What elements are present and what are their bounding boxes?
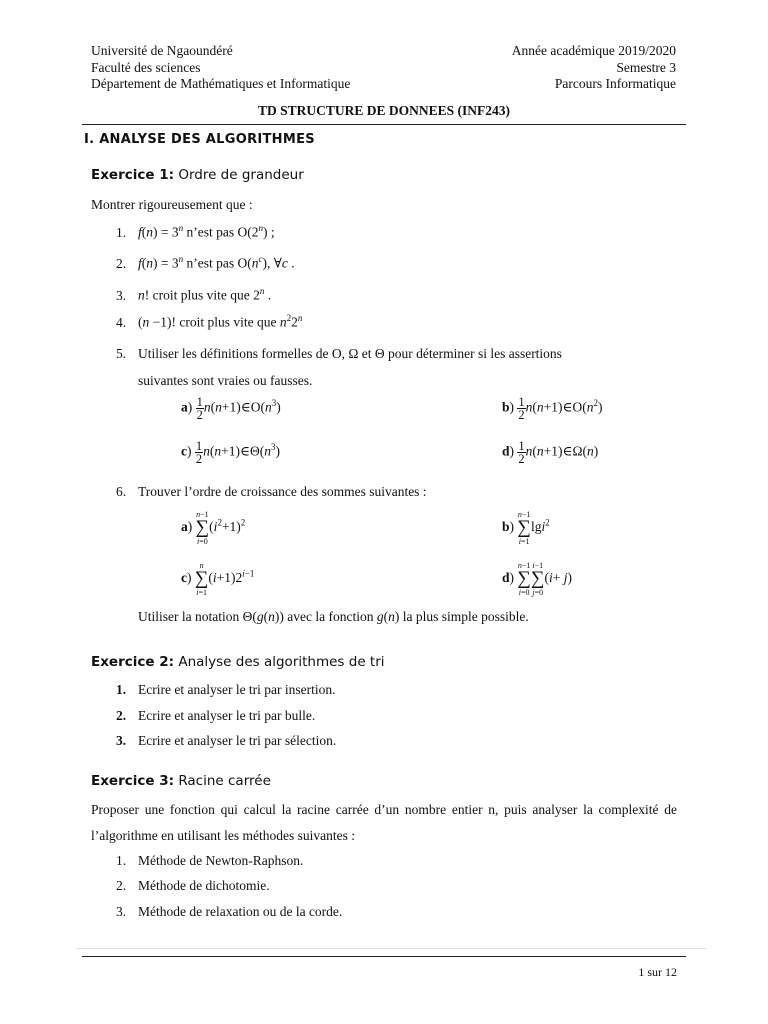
exercise-2-title: Analyse des algorithmes de tri (178, 654, 385, 670)
ex1-item-2: 2. $f(n) = 3^n$ n’est pas $O(n^c)$, ∀c . (116, 254, 295, 271)
exercise-2-label: Exercice 2 (91, 654, 169, 670)
exercise-3-heading: Exercice 3: Racine carrée (91, 773, 271, 789)
university-name: Université de Ngaoundéré (91, 43, 233, 58)
ex1-item-1: 1. $f(n) = 3^n$ n’est pas O(2$^n$) ; (116, 223, 275, 240)
exercise-3-label: Exercice 3 (91, 773, 169, 789)
sum-a: a) n−1 ∑ $i=0(i^2+1)^2$ (181, 510, 246, 546)
semester: Semestre 3 (616, 59, 676, 75)
ex1-item-6: 6. Trouver l’ordre de croissance des sommes suivantes : (116, 484, 427, 499)
exercise-1-intro: Montrer rigoureusement que : (91, 197, 253, 212)
header-left (91, 43, 350, 93)
footer-shadow-line (76, 948, 706, 949)
document-title: TD STRUCTURE DE DONNEES (INF243) (257, 103, 511, 118)
page-number: 1 sur 12 (638, 965, 677, 979)
footer-divider (82, 956, 686, 957)
sum-b: b) n−1 ∑ i=1lgi$^2$ (502, 510, 550, 546)
notation-note: Utiliser la notation Θ(g(n)) avec la fonction g(n) la plus simple possible. (138, 609, 529, 624)
ex1-item-5: 5. Utiliser les définitions formelles de O, Ω et Θ pour déterminer si les assertions suivantes sont vraies ou fausses. (116, 346, 562, 388)
sum-c: c) n ∑ $i=1(i+1)2^{i-1}$ (181, 561, 255, 597)
assertion-d: d) $\frac{1}{2}$ n(n+1)∈Ω(n) (502, 439, 599, 466)
title-divider (82, 124, 686, 125)
ex1-item-3: 3. n! croit plus vite que 2$^n$ . (116, 286, 272, 303)
department-name: Département de Mathématiques et Informatique (91, 76, 351, 91)
ex2-item-1: 1. Ecrire et analyser le tri par insertion. (116, 682, 336, 697)
ex3-item-1: 1. Méthode de Newton-Raphson. (116, 853, 304, 868)
exercise-1-heading: Exercice 1: Ordre de grandeur (91, 167, 304, 183)
academic-year: Année académique 2019/2020 (511, 43, 676, 58)
ex1-item-4: 4. (n −1)! croit plus vite que $n^22^n$ (116, 313, 303, 330)
exercise-3-title: Racine carrée (178, 773, 271, 789)
assertion-a: a) $\frac{1}{2}$ $n(n+1)\in O(n^3)$ (181, 395, 281, 422)
exercise-2-heading: Exercice 2: Analyse des algorithmes de tri (91, 654, 385, 670)
ex3-item-2: 2. Méthode de dichotomie. (116, 878, 270, 893)
track: Parcours Informatique (554, 76, 676, 91)
header-right (512, 43, 676, 93)
sum-d: d) n−1 ∑ i=0i−1 ∑ j=0(i+ j) (502, 561, 573, 597)
exercise-3-intro: Proposer une fonction qui calcul la racine carrée d’un nombre entier n, puis analyser la complexité de l’algorithme en utilisant les méthodes suivantes : (91, 802, 677, 843)
ex2-item-2: 2. Ecrire et analyser le tri par bulle. (116, 708, 316, 723)
ex2-item-3: 3. Ecrire et analyser le tri par sélection. (116, 733, 337, 748)
assertion-b: b) $\frac{1}{2}$ $n(n+1)\in O(n^2)$ (502, 395, 603, 422)
exercise-1-title: Ordre de grandeur (178, 167, 304, 183)
section-heading: I. ANALYSE DES ALGORITHMES (84, 132, 315, 147)
faculty-name: Faculté des sciences (91, 59, 201, 75)
ex3-item-3: 3. Méthode de relaxation ou de la corde. (116, 904, 343, 919)
assertion-c: c) $\frac{1}{2}$ $n(n+1)\in\Theta(n^3)$ (181, 439, 280, 466)
exercise-1-label: Exercice 1 (91, 167, 169, 183)
